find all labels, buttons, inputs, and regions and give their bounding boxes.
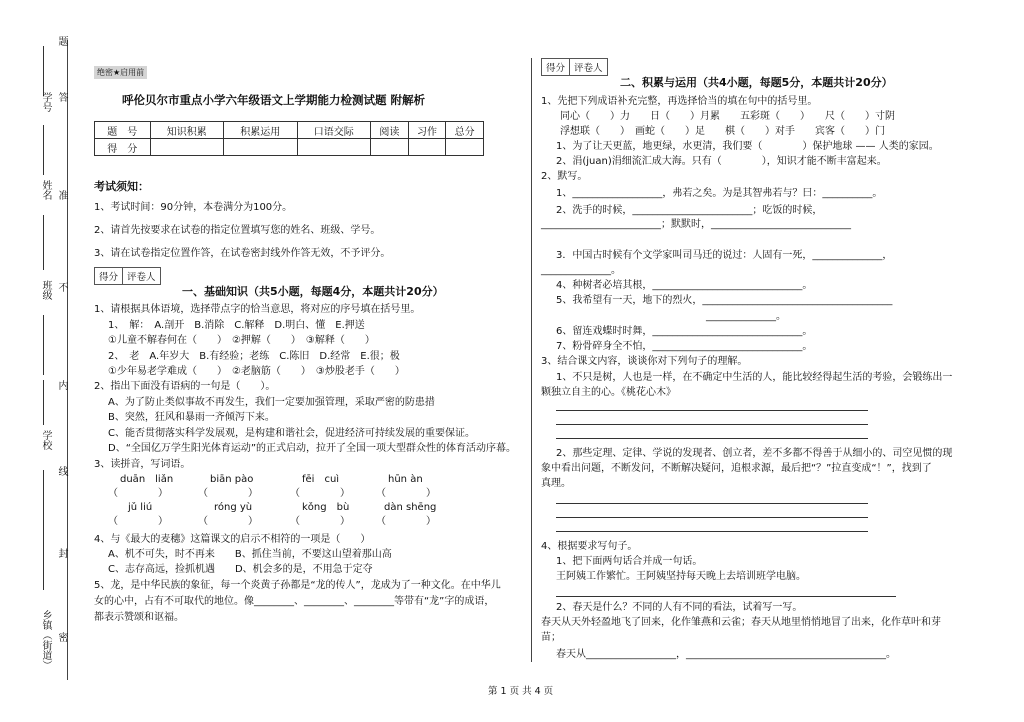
grader-box (94, 267, 161, 285)
pinyin: fēi cuì (302, 474, 340, 485)
q-line: 1、为了让天更蓝，地更绿，水更清，我们要（ ）保护地球 —— 人类的家园。 (556, 141, 939, 152)
q-line: 2、那些定理、定律、学说的发现者、创立者，差不多都不得善于从细小的、司空见惯的现 (556, 448, 953, 459)
binding-label-student-id: 学号 (40, 92, 51, 112)
q-line: 2、 老 A.年岁大 B.有经验；老练 C.陈旧 D.经常 E.很；极 (108, 351, 400, 362)
grader-score-label: 得分 (542, 59, 570, 75)
answer-blank[interactable]: （ ） (290, 488, 350, 499)
score-header: 阅读 (371, 122, 409, 139)
score-header: 习作 (408, 122, 446, 139)
grader-score-label: 得分 (95, 268, 123, 284)
q-line: 4、与《最大的麦穗》这篇课文的启示不相符的一项是（ ） (94, 534, 371, 545)
pinyin: jǔ liú (128, 502, 153, 513)
q-option: C、志存高远，捡抓机遇 D、机会多的是，不用急于定夺 (108, 564, 373, 575)
q-line: 5、我希望有一天，地下的烈火，______________________________________ (556, 295, 893, 306)
q-line: 4、种树者必培其根，______________________________。 (556, 280, 813, 291)
answer-line[interactable] (556, 517, 868, 518)
q-line: 1、把下面两句话合并成一句话。 (556, 556, 703, 567)
binding-label-nei: 内 (56, 380, 67, 390)
q-line: 1、请根据具体语境，选择带点字的恰当意思，将对应的序号填在括号里。 (94, 304, 421, 315)
score-cell[interactable] (408, 139, 446, 156)
binding-label-mi: 密 (56, 632, 67, 642)
q-line: ______________。 (706, 311, 786, 322)
q-line: 春天从__________________，________________________________________。 (556, 649, 896, 660)
binding-label-school: 学校 (40, 430, 51, 450)
q-option: B、突然，狂风和暴雨一齐倾泻下来。 (108, 412, 275, 423)
binding-label-class: 班级 (40, 280, 51, 300)
q-line: ________________________；默默时，____________________________ (541, 219, 851, 230)
q-line: 3、读拼音，写词语。 (94, 459, 191, 470)
binding-label-bu: 不 (56, 282, 67, 292)
answer-blank[interactable]: （ ） (290, 516, 350, 527)
q-option: D、“全国亿万学生阳光体育运动”的正式启动，拉开了全国一项大型群众性的体育活动序幕。 (108, 443, 517, 454)
score-cell[interactable] (446, 139, 484, 156)
answer-blank[interactable]: （ ） (108, 488, 168, 499)
answer-blank[interactable]: （ ） (376, 516, 436, 527)
q-line: 颗独立自主的心。《桃花心木》 (541, 387, 676, 398)
pinyin: dàn shēng (384, 502, 437, 513)
q-line: 春天从天外轻盈地飞了回来，化作雏燕和云雀；春天从地里悄悄地冒了出来，化作草叶和芽 (541, 617, 941, 628)
q-line: 2、指出下面没有语病的一句是（ ）。 (94, 381, 276, 392)
score-header: 口语交际 (297, 122, 370, 139)
binding-label-feng: 封 (56, 548, 67, 558)
q-line: 7、粉骨碎身全不怕，______________________________。 (556, 341, 813, 352)
answer-line[interactable] (556, 438, 868, 439)
q-line: ______________。 (541, 265, 621, 276)
score-header: 积累运用 (224, 122, 297, 139)
q-option: C、能否贯彻落实科学发展观，是构建和谐社会，促进经济可持续发展的重要保证。 (108, 428, 475, 439)
score-cell[interactable] (371, 139, 409, 156)
score-cell[interactable] (297, 139, 370, 156)
notice-item: 1、考试时间：90分钟，本卷满分为100分。 (94, 202, 293, 213)
answer-line[interactable] (556, 424, 868, 425)
q-option: A、为了防止类似事故不再发生，我们一定要加强管理，采取严密的防患措 (108, 397, 435, 408)
answer-line[interactable] (556, 531, 868, 532)
q-line: 真理。 (541, 478, 571, 489)
answer-line[interactable] (556, 410, 868, 411)
q-line: 同心（ ）力 日（ ）月累 五彩斑（ ） 尺（ ）寸阴 (560, 111, 895, 122)
q-line: 1、 解： A.剖开 B.消除 C.解释 D.明白、懂 E.押送 (108, 320, 365, 331)
pinyin: duān liǎn (120, 474, 174, 485)
q-line: 苗； (541, 632, 561, 643)
score-header: 题 号 (95, 122, 151, 139)
q-line: 2、涓(juan)涓细流汇成大海。只有（ ），知识才能不断丰富起来。 (556, 156, 887, 167)
q-line: 3．中国古时候有个文学家叫司马迁的说过：人固有一死，______________， (556, 250, 893, 261)
binding-label-name: 姓名 (40, 180, 51, 200)
q-line: 4、根据要求写句子。 (541, 541, 638, 552)
pinyin: biān pào (210, 474, 254, 485)
q-line: 1、先把下列成语补充完整，再选择恰当的填在句中的括号里。 (541, 96, 818, 107)
q-line: ①儿童不解春何在（ ） ②押解（ ） ③解释（ ） (108, 335, 375, 346)
grader-reviewer-label: 评卷人 (127, 272, 156, 283)
pinyin: róng yù (214, 502, 253, 513)
answer-blank[interactable]: （ ） (376, 488, 436, 499)
grader-reviewer-label: 评卷人 (574, 63, 603, 74)
column-divider (531, 58, 532, 662)
binding-label-township: 乡镇（街道） (40, 610, 51, 670)
q-line: 2、默写。 (541, 171, 588, 182)
binding-label-ti: 题 (56, 36, 67, 46)
answer-line[interactable] (556, 503, 868, 504)
score-cell[interactable] (150, 139, 223, 156)
q-option: A、机不可失，时不再来 B、抓住当前，不要这山望着那山高 (108, 549, 392, 560)
q-line: ①少年易老学难成（ ） ②老脑筋（ ） ③炒股老手（ ） (108, 366, 405, 377)
page-footer: 第 1 页 共 4 页 (488, 686, 554, 697)
binding-label-zhun: 准 (56, 190, 67, 200)
q-line: 6、留连戏蝶时时舞，______________________________。 (556, 326, 813, 337)
score-table (94, 121, 484, 156)
notice-item: 2、请首先按要求在试卷的指定位置填写您的姓名、班级、学号。 (94, 225, 381, 236)
section2-heading: 二、积累与运用（共4小题，每题5分，本题共计20分） (620, 76, 893, 89)
notice-heading: 考试须知： (94, 180, 149, 193)
q-line: 1、不只是树，人也是一样，在不确定中生活的人，能比较经得起生活的考验，会锻练出一 (556, 372, 953, 383)
grader-box (541, 58, 608, 76)
q-line: 5、龙，是中华民族的象征，每一个炎黄子孙都是“龙的传人”，龙成为了一种文化。在中华儿 (94, 580, 501, 591)
pinyin: hūn àn (388, 474, 423, 485)
score-header: 总分 (446, 122, 484, 139)
q-line: 都表示赞颂和讴福。 (94, 612, 184, 623)
score-row-label: 得 分 (95, 139, 151, 156)
q-line: 2、洗手的时候，________________________；吃饭的时候， (556, 205, 823, 216)
q-line: 女的心中，占有不可取代的地位。像________、________、________等带有“龙”字的成语， (94, 596, 495, 607)
q-line: 1、__________________，弗若之矣。为是其智弗若与？曰：__________。 (556, 188, 883, 199)
binding-label-da: 答 (56, 92, 67, 102)
pinyin: kǒng bù (302, 502, 350, 513)
score-header: 知识积累 (150, 122, 223, 139)
page-title: 呼伦贝尔市重点小学六年级语文上学期能力检测试题 附解析 (122, 93, 426, 107)
q-line: 2、春天是什么？不同的人有不同的看法，试着写一写。 (556, 602, 803, 613)
confidential-stamp: 绝密★启用前 (94, 66, 147, 79)
section1-heading: 一、基础知识（共5小题，每题4分，本题共计20分） (182, 285, 444, 298)
q-line: 象中看出问题，不断发问，不断解决疑问，追根求源，最后把“？”拉直变成“！”，找到了 (541, 463, 932, 474)
answer-blank[interactable]: （ ） (108, 516, 168, 527)
notice-item: 3、请在试卷指定位置作答，在试卷密封线外作答无效，不予评分。 (94, 248, 391, 259)
score-cell[interactable] (224, 139, 297, 156)
answer-line[interactable] (556, 596, 896, 597)
answer-blank[interactable]: （ ） (198, 516, 258, 527)
q-line: 3、结合课文内容，谈谈你对下列句子的理解。 (541, 356, 748, 367)
answer-blank[interactable]: （ ） (198, 488, 258, 499)
q-line: 浮想联（ ） 画蛇（ ）足 棋（ ）对手 宾客（ ）门 (560, 126, 885, 137)
q-line: 王阿姨工作繁忙。王阿姨坚持每天晚上去培训班学电脑。 (556, 571, 806, 582)
binding-label-xian: 线 (56, 466, 67, 476)
